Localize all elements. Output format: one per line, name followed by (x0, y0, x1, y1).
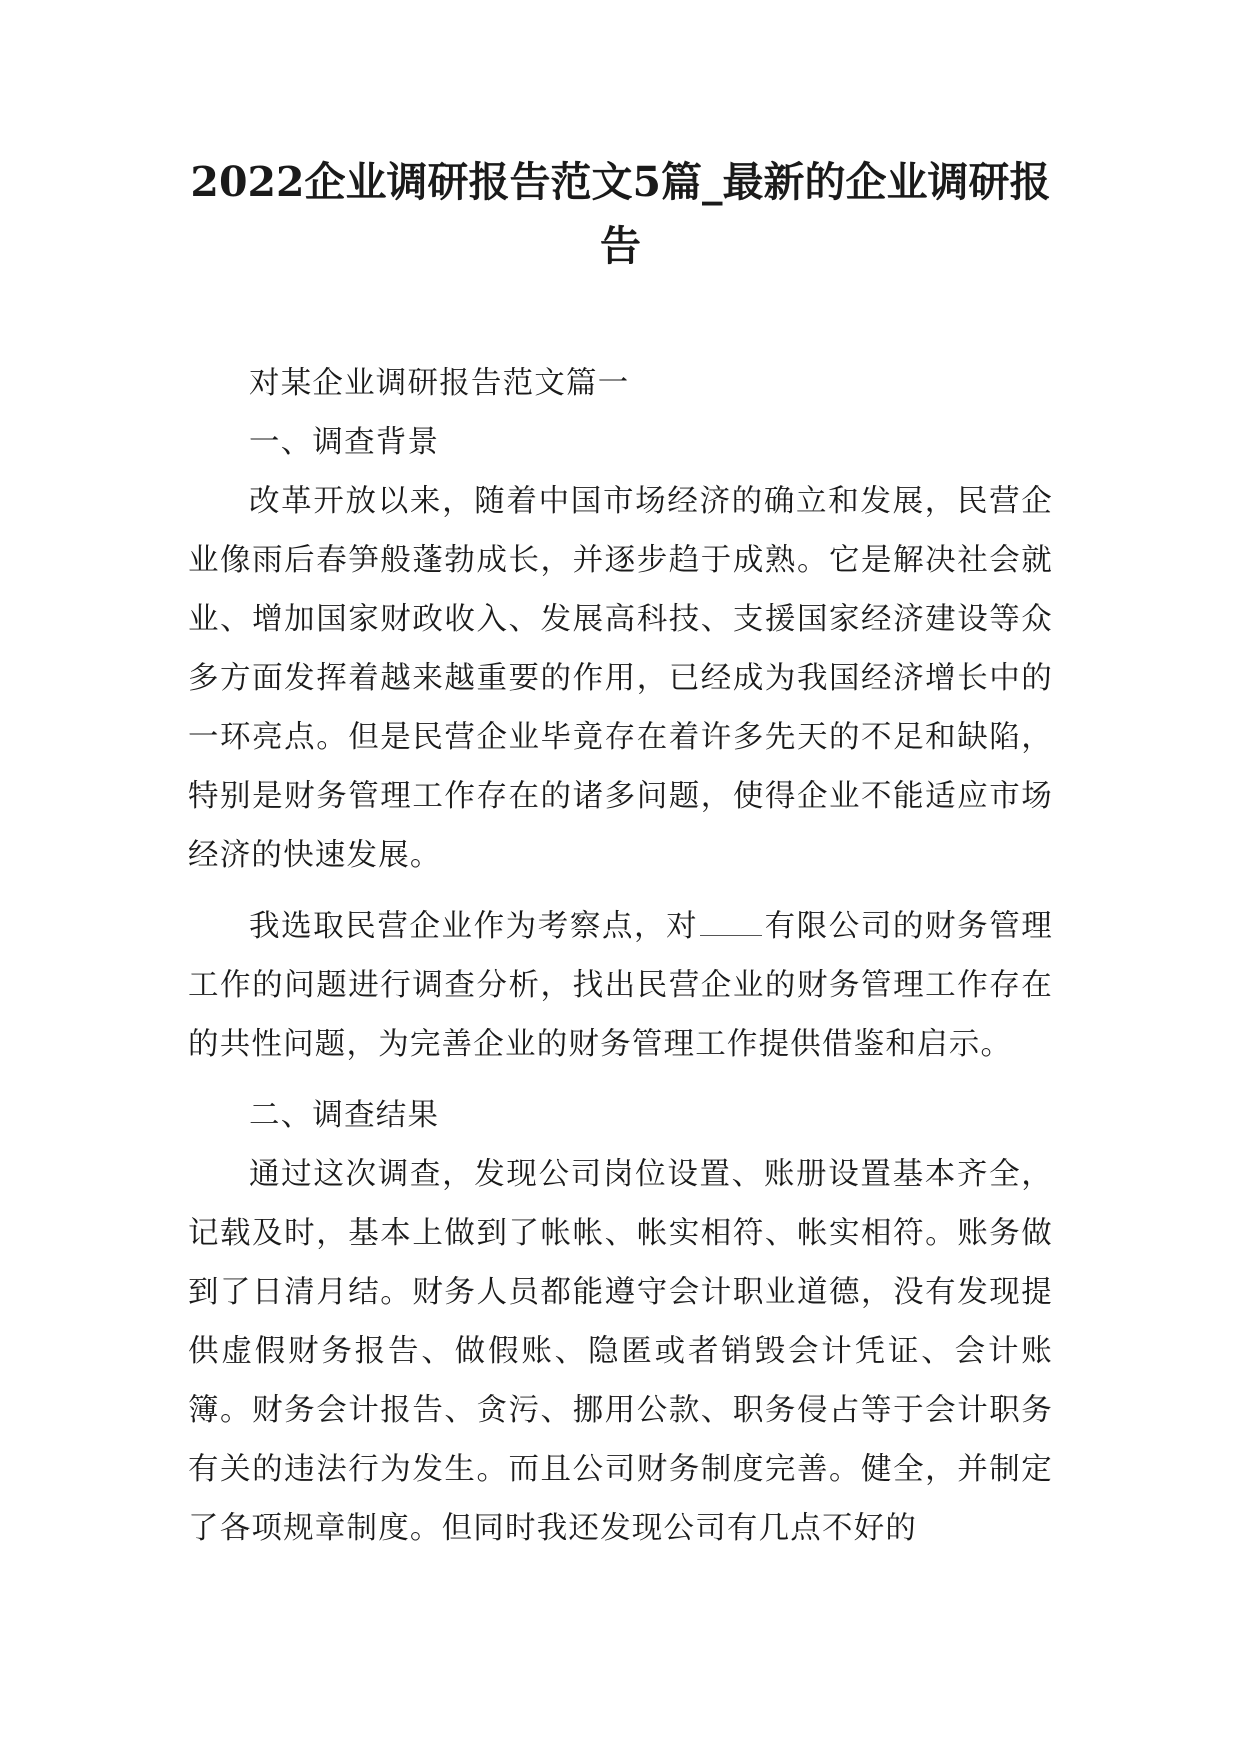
paragraph-background: 改革开放以来，随着中国市场经济的确立和发展，民营企业像雨后春笋般蓬勃成长，并逐步趋于成熟。它是解决社会就业、增加国家财政收入、发展高科技、支援国家经济建设等众多方面发挥着越来越重要的作用，已经成为我国经济增长中的一环亮点。但是民营企业毕竟存在着许多先天的不足和缺陷，特别是财务管理工作存在的诸多问题，使得企业不能适应市场经济的快速发展。 (188, 484, 1053, 873)
document-body (188, 354, 1053, 1558)
heading-background: 一、调查背景 (249, 425, 440, 460)
paragraph-investigation (188, 897, 1053, 1074)
document-title: 2022企业调研报告范文5篇_最新的企业调研报告 (190, 158, 1051, 270)
paragraph-investigation-end: 有限公司的财务管理工作的问题进行调查分析，找出民营企业的财务管理工作存在的共性问题，为完善企业的财务管理工作提供借鉴和启示。 (188, 909, 1053, 1062)
section-title: 对某企业调研报告范文篇一 (249, 366, 630, 401)
paragraph-results: 通过这次调查，发现公司岗位设置、账册设置基本齐全，记载及时，基本上做到了帐帐、帐实相符、帐实相符。账务做到了日清月结。财务人员都能遵守会计职业道德，没有发现提供虚假财务报告、做假账、隐匿或者销毁会计凭证、会计账簿。财务会计报告、贪污、挪用公款、职务侵占等于会计职务有关的违法行为发生。而且公司财务制度完善。健全，并制定了各项规章制度。但同时我还发现公司有几点不好的 (188, 1157, 1053, 1546)
heading-results: 二、调查结果 (249, 1098, 440, 1133)
paragraph-investigation-start: 我选取民营企业作为考察点，对 (249, 909, 699, 944)
blank-company-name (700, 909, 762, 936)
